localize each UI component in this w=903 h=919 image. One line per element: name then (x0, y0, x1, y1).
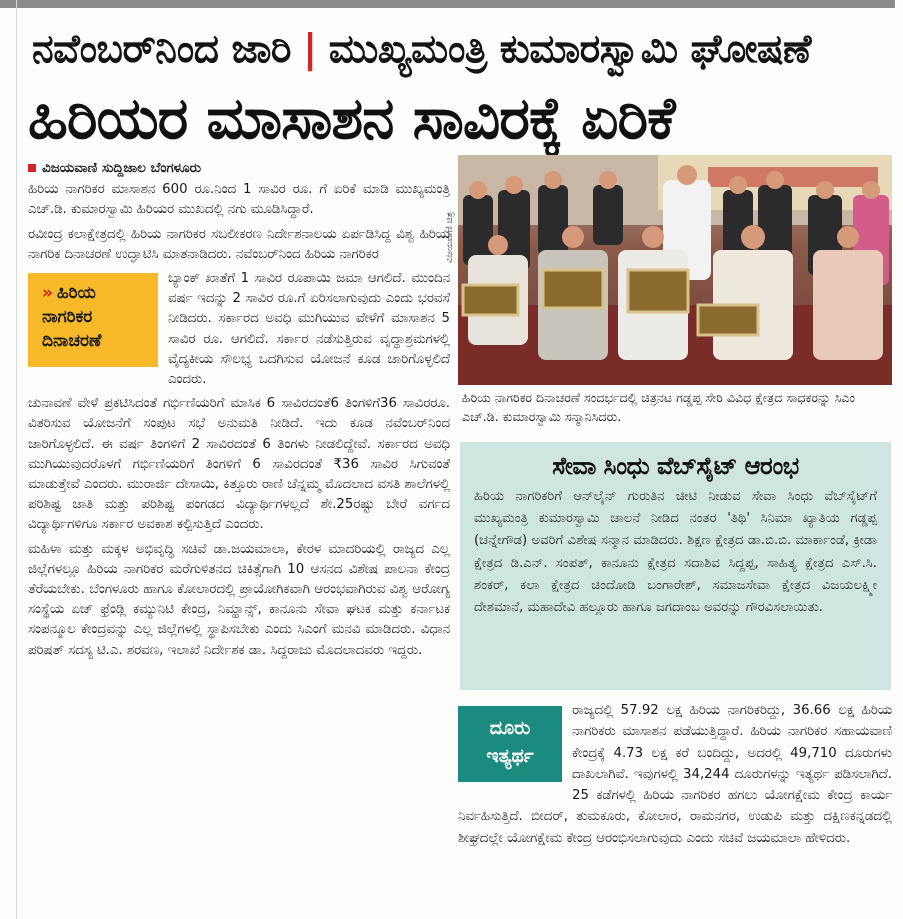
seva-body: ಹಿರಿಯ ನಾಗರಿಕರಿಗೆ ಆನ್‌ಲೈನ್ ಗುರುತಿನ ಚೀಟಿ ನೀಡುವ ಸೇವಾ ಸಿಂಧು ವೆಬ್‌ಸೈಟ್‌ಗೆ ಮುಖ್ಯಮಂತ್ರಿ ಕುಮಾರಸ್ವಾಮಿ ಚಾಲನೆ ನೀಡಿದ ನಂತರ 'ತಿಥಿ' ಸಿನಿಮಾ ಖ್ಯಾತಿಯ ಗಡ್ಡಪ್ಪ (ಚನ್ನೇಗೌಡ) ಅವರಿಗೆ ವಿಶೇಷ ಸನ್ಮಾನ ಮಾಡಿದರು. ಶಿಕ್ಷಣ ಕ್ಷೇತ್ರದ ಡಾ.ಬಿ.ಬಿ. ಮಾರ್ಕಾಂಡೆ, ಕ್ರೀಡಾ ಕ್ಷೇತ್ರದ ಡಿ.ಎನ್. ಸಂಪತ್, ಕಾನೂನು ಕ್ಷೇತ್ರದ ಸದಾಶಿವ ಸಿದ್ದಪ್ಪ, ಸಾಹಿತ್ಯ ಕ್ಷೇತ್ರದ ಎಸ್.ಸಿ. ಶಂಕರ್, ಕಲಾ ಕ್ಷೇತ್ರದ ಚಿಂದೋಡಿ ಬಂಗಾರೇಶ್, ಸಮಾಜಸೇವಾ ಕ್ಷೇತ್ರದ ವಿಜಯಲಕ್ಷ್ಮೀ ದೇಶಮಾನೆ, ಮಹಾದೇವಿ ಹಲ್ಲೂರು ಹಾಗೂ ಜಗದಾಂಬ ಅವರನ್ನು ಗೌರವಿಸಲಾಯಿತು. (474, 489, 877, 616)
byline (28, 158, 450, 178)
event-photo (458, 155, 892, 385)
article-paragraph-1: ಹಿರಿಯ ನಾಗರಿಕರ ಮಾಸಾಶನ 600 ರೂ.ನಿಂದ 1 ಸಾವಿರ ರೂ. ಗೆ ಏರಿಕೆ ಮಾಡಿ ಮುಖ್ಯಮಂತ್ರಿ ಎಚ್.ಡಿ. ಕುಮಾರಸ್ವಾಮಿ ಹಿರಿಯರ ಮುಖದಲ್ಲಿ ನಗು ಮೂಡಿಸಿದ್ದಾರೆ. (28, 182, 450, 218)
article-paragraph-2a: ರವೀಂದ್ರ ಕಲಾಕ್ಷೇತ್ರದಲ್ಲಿ ಹಿರಿಯ ನಾಗರಿಕರ ಸಬಲೀಕರಣ ನಿರ್ದೇಶನಾಲಯ ಏರ್ಪಡಿಸಿದ್ದ ವಿಶ್ವ ಹಿರಿಯ ನಾಗರಿಕ ದಿನಾಚರಣೆ ಉದ್ಘಾಟಿಸಿ ಮಾತನಾಡಿದರು. ನವೆಂಬರ್‌ನಿಂದ ಹಿರಿಯ ನಾಗರಿಕರ (28, 226, 450, 262)
complaints-body: ರಾಜ್ಯದಲ್ಲಿ 57.92 ಲಕ್ಷ ಹಿರಿಯ ನಾಗರಿಕರಿದ್ದು, 36.66 ಲಕ್ಷ ಹಿರಿಯ ನಾಗರಿಕರು ಮಾಸಾಶನ ಪಡೆಯುತ್ತಿದ್ದಾರೆ. ಹಿರಿಯ ನಾಗರಿಕರ ಸಹಾಯವಾಣಿ ಕೇಂದ್ರಕ್ಕೆ 4.73 ಲಕ್ಷ ಕರೆ ಬಂದಿದ್ದು, ಅದರಲ್ಲಿ 49,710 ದೂರುಗಳು ದಾಖಲಾಗಿವೆ. ಇವುಗಳಲ್ಲಿ 34,244 ದೂರುಗಳನ್ನು ಇತ್ಯರ್ಥ ಪಡಿಸಲಾಗಿದೆ. 25 ಕಡೆಗಳಲ್ಲಿ ಹಿರಿಯ ನಾಗರಿಕರ ಹಗಲು ಯೋಗಕ್ಷೇಮ ಕೇಂದ್ರ ಕಾರ್ಯ ನಿರ್ವಹಿಸುತ್ತಿದೆ. ಬೀದರ್, ತುಮಕೂರು, ಕೋಲಾರ, ರಾಮನಗರ, ಉಡುಪಿ ಮತ್ತು ದಕ್ಷಿಣಕನ್ನಡದಲ್ಲಿ ಶೀಘ್ರದಲ್ಲೇ ಯೋಗಕ್ಷೇಮ ಕೇಂದ್ರ ಆರಂಭಿಸಲಾಗುವುದು ಎಂದು ಸಚಿವೆ ಜಯಮಾಲಾ ಹೇಳಿದರು. (458, 703, 892, 846)
kicker-left: ನವೆಂಬರ್‌ನಿಂದ ಜಾರಿ (32, 27, 292, 72)
kicker (32, 27, 892, 79)
article-paragraph-4: ಮಹಿಳಾ ಮತ್ತು ಮಕ್ಕಳ ಅಭಿವೃದ್ಧಿ ಸಚಿವೆ ಡಾ.ಜಯಮಾಲಾ, ಕೇರಳ ಮಾದರಿಯಲ್ಲಿ ರಾಜ್ಯದ ಎಲ್ಲ ಜಿಲ್ಲೆಗಳಲ್ಲೂ ಹಿರಿಯ ನಾಗರಿಕರ ಮರೆಗುಳಿತನದ ಚಿಕಿತ್ಸೆಗಾಗಿ 10 ಆಸನದ ವಿಶೇಷ ಪಾಲನಾ ಕೇಂದ್ರ ತೆರೆಯಬೇಕು. ಬೆಂಗಳೂರು ಹಾಗೂ ಕೋಲಾರದಲ್ಲಿ ಪ್ರಾಯೋಗಿಕವಾಗಿ ಆರಂಭವಾಗಿರುವ ವಿಶ್ವ ಆರೋಗ್ಯ ಸಂಸ್ಥೆಯ ಏಜ್ ಫ್ರೆಂಡ್ಲಿ ಕಮ್ಯುನಿಟಿ ಕೇಂದ್ರ, ನಿಮ್ಹಾನ್ಸ್, ಕಾನೂನು ಸೇವಾ ಘಟಕ ಮತ್ತು ಕರ್ನಾಟಕ ಸಂಪನ್ಮೂಲ ಕೇಂದ್ರವನ್ನು ಎಲ್ಲ ಜಿಲ್ಲೆಗಳಲ್ಲಿ ಸ್ಥಾಪಿಸಬೇಕು ಎಂದು ಸಿಎಂಗೆ ಮನವಿ ಮಾಡಿದರು. ವಿಧಾನ ಪರಿಷತ್ ಸದಸ್ಯ ಟಿ.ಎ. ಶರವಣ, ಇಲಾಖೆ ನಿರ್ದೇಶಕ ಡಾ. ಸಿದ್ದರಾಜು ಮೊದಲಾದವರು ಇದ್ದರು. (28, 541, 450, 658)
seva-sindhu-box (460, 442, 891, 690)
article-paragraph-2b: ಬ್ಯಾಂಕ್ ಖಾತೆಗೆ 1 ಸಾವಿರ ರೂಪಾಯಿ ಜಮಾ ಆಗಲಿದೆ. ಮುಂದಿನ ವರ್ಷ ಇದನ್ನು 2 ಸಾವಿರ ರೂ.ಗೆ ಏರಿಸಲಾಗುವುದು ಎಂದು ಭರವಸೆ ನೀಡಿದರು. ಸರ್ಕಾರದ ಅವಧಿ ಮುಗಿಯುವ ವೇಳೆಗೆ ಮಾಸಾಶನ 5 ಸಾವಿರ ರೂ. ಆಗಲಿದೆ. ಸರ್ಕಾರ ನಡೆಸುತ್ತಿರುವ ವೃದ್ಧಾಶ್ರಮಗಳಲ್ಲಿ ವೈದ್ಯಕೀಯ ಸೌಲಭ್ಯ ಒದಗಿಸುವ ಯೋಜನೆ ಕೂಡ ಜಾರಿಗೊಳ್ಳಲಿದೆ ಎಂದರು. (168, 271, 450, 388)
complaints-label-box (458, 706, 562, 782)
sidebox-line-3: ದಿನಾಚರಣೆ (42, 331, 102, 352)
photo-caption: ಹಿರಿಯ ನಾಗರಿಕರ ದಿನಾಚರಣೆ ಸಂದರ್ಭದಲ್ಲಿ ಚಿತ್ರನಟ ಗಡ್ಡಪ್ಪ ಸೇರಿ ವಿವಿಧ ಕ್ಷೇತ್ರದ ಸಾಧಕರನ್ನು ಸಿಎಂ ಎಚ್.ಡಿ. ಕುಮಾರಸ್ವಾಮಿ ಸನ್ಮಾನಿಸಿದರು. (462, 390, 856, 424)
photo-credit: ವಿಜಯವಾಣಿ ಚಿತ್ರ (445, 212, 455, 263)
main-article (28, 158, 450, 665)
sidebox-senior-citizens-day (28, 273, 158, 367)
complaints-label-line-2: ಇತ್ಯರ್ಥ (486, 745, 534, 767)
article-paragraph-3: ಚುನಾವಣೆ ವೇಳೆ ಪ್ರಕಟಿಸಿದಂತೆ ಗರ್ಭಿಣಿಯರಿಗೆ ಮಾಸಿಕ 6 ಸಾವಿರದಂತೆ6 ತಿಂಗಳಿಗೆ36 ಸಾವಿರರೂ. ವಿತರಿಸುವ ಯೋಜನೆಗೆ ಸಂಪುಟ ಸಭೆ ಅನುಮತಿ ನೀಡಿದೆ. ಇದು ಕೂಡ ನವೆಂಬರ್‌ನಿಂದ ಜಾರಿಗೊಳ್ಳಲಿದೆ. ಈ ವರ್ಷ ತಿಂಗಳಿಗೆ 2 ಸಾವಿರದಂತೆ 6 ತಿಂಗಳು ನೀಡಲಿದ್ದೇವೆ. ಸರ್ಕಾರದ ಅವಧಿ ಮುಗಿಯುವುದರೊಳಗೆ ಗರ್ಭಿಣಿಯರಿಗೆ ತಿಂಗಳಿಗೆ 6 ಸಾವಿರದಂತೆ ₹36 ಸಾವಿರ ಸಿಗುವಂತೆ ಮಾಡುತ್ತೇವೆ ಎಂದರು. ಮುರಾರ್ಜಿ ದೇಸಾಯಿ, ಕಿತ್ತೂರು ರಾಣಿ ಚೆನ್ನಮ್ಮ ಮೊದಲಾದ ವಸತಿ ಶಾಲೆಗಳಲ್ಲಿ ಪರಿಶಿಷ್ಟ ಜಾತಿ ಮತ್ತು ಪರಿಶಿಷ್ಟ ಪಂಗಡದ ವಿದ್ಯಾರ್ಥಿಗಳಲ್ಲದೆ ಶೇ.25ರಷ್ಟು ಬೇರೆ ವರ್ಗದ ವಿದ್ಯಾರ್ಥಿಗಳಿಗೂ ಸರ್ಕಾರ ಅವಕಾಶ ಕಲ್ಪಿಸುತ್ತಿದೆ ಎಂದರು. (28, 396, 450, 533)
event-photo-illustration (458, 155, 892, 385)
byline-square-icon (28, 164, 36, 172)
complaints-label-line-1: ದೂರು (489, 717, 531, 739)
kicker-separator: | (303, 27, 317, 72)
top-rule (0, 0, 895, 8)
kicker-right: ಮುಖ್ಯಮಂತ್ರಿ ಕುಮಾರಸ್ವಾಮಿ ಘೋಷಣೆ (328, 27, 811, 72)
seva-title: ಸೇವಾ ಸಿಂಧು ವೆಬ್‌ಸೈಟ್ ಆರಂಭ (552, 452, 799, 480)
sidebox-line-2: ನಾಗರಿಕರ (42, 307, 93, 328)
sidebox-line-1: ಹಿರಿಯ (56, 283, 96, 304)
byline-text: ವಿಜಯವಾಣಿ ಸುದ್ದಿಜಾಲ ಬೆಂಗಳೂರು (42, 160, 202, 176)
sidebox-arrow-icon: » (42, 283, 53, 304)
page-gutter-rule (16, 0, 17, 919)
headline: ಹಿರಿಯರ ಮಾಸಾಶನ ಸಾವಿರಕ್ಕೆ ಏರಿಕೆ (28, 84, 675, 152)
